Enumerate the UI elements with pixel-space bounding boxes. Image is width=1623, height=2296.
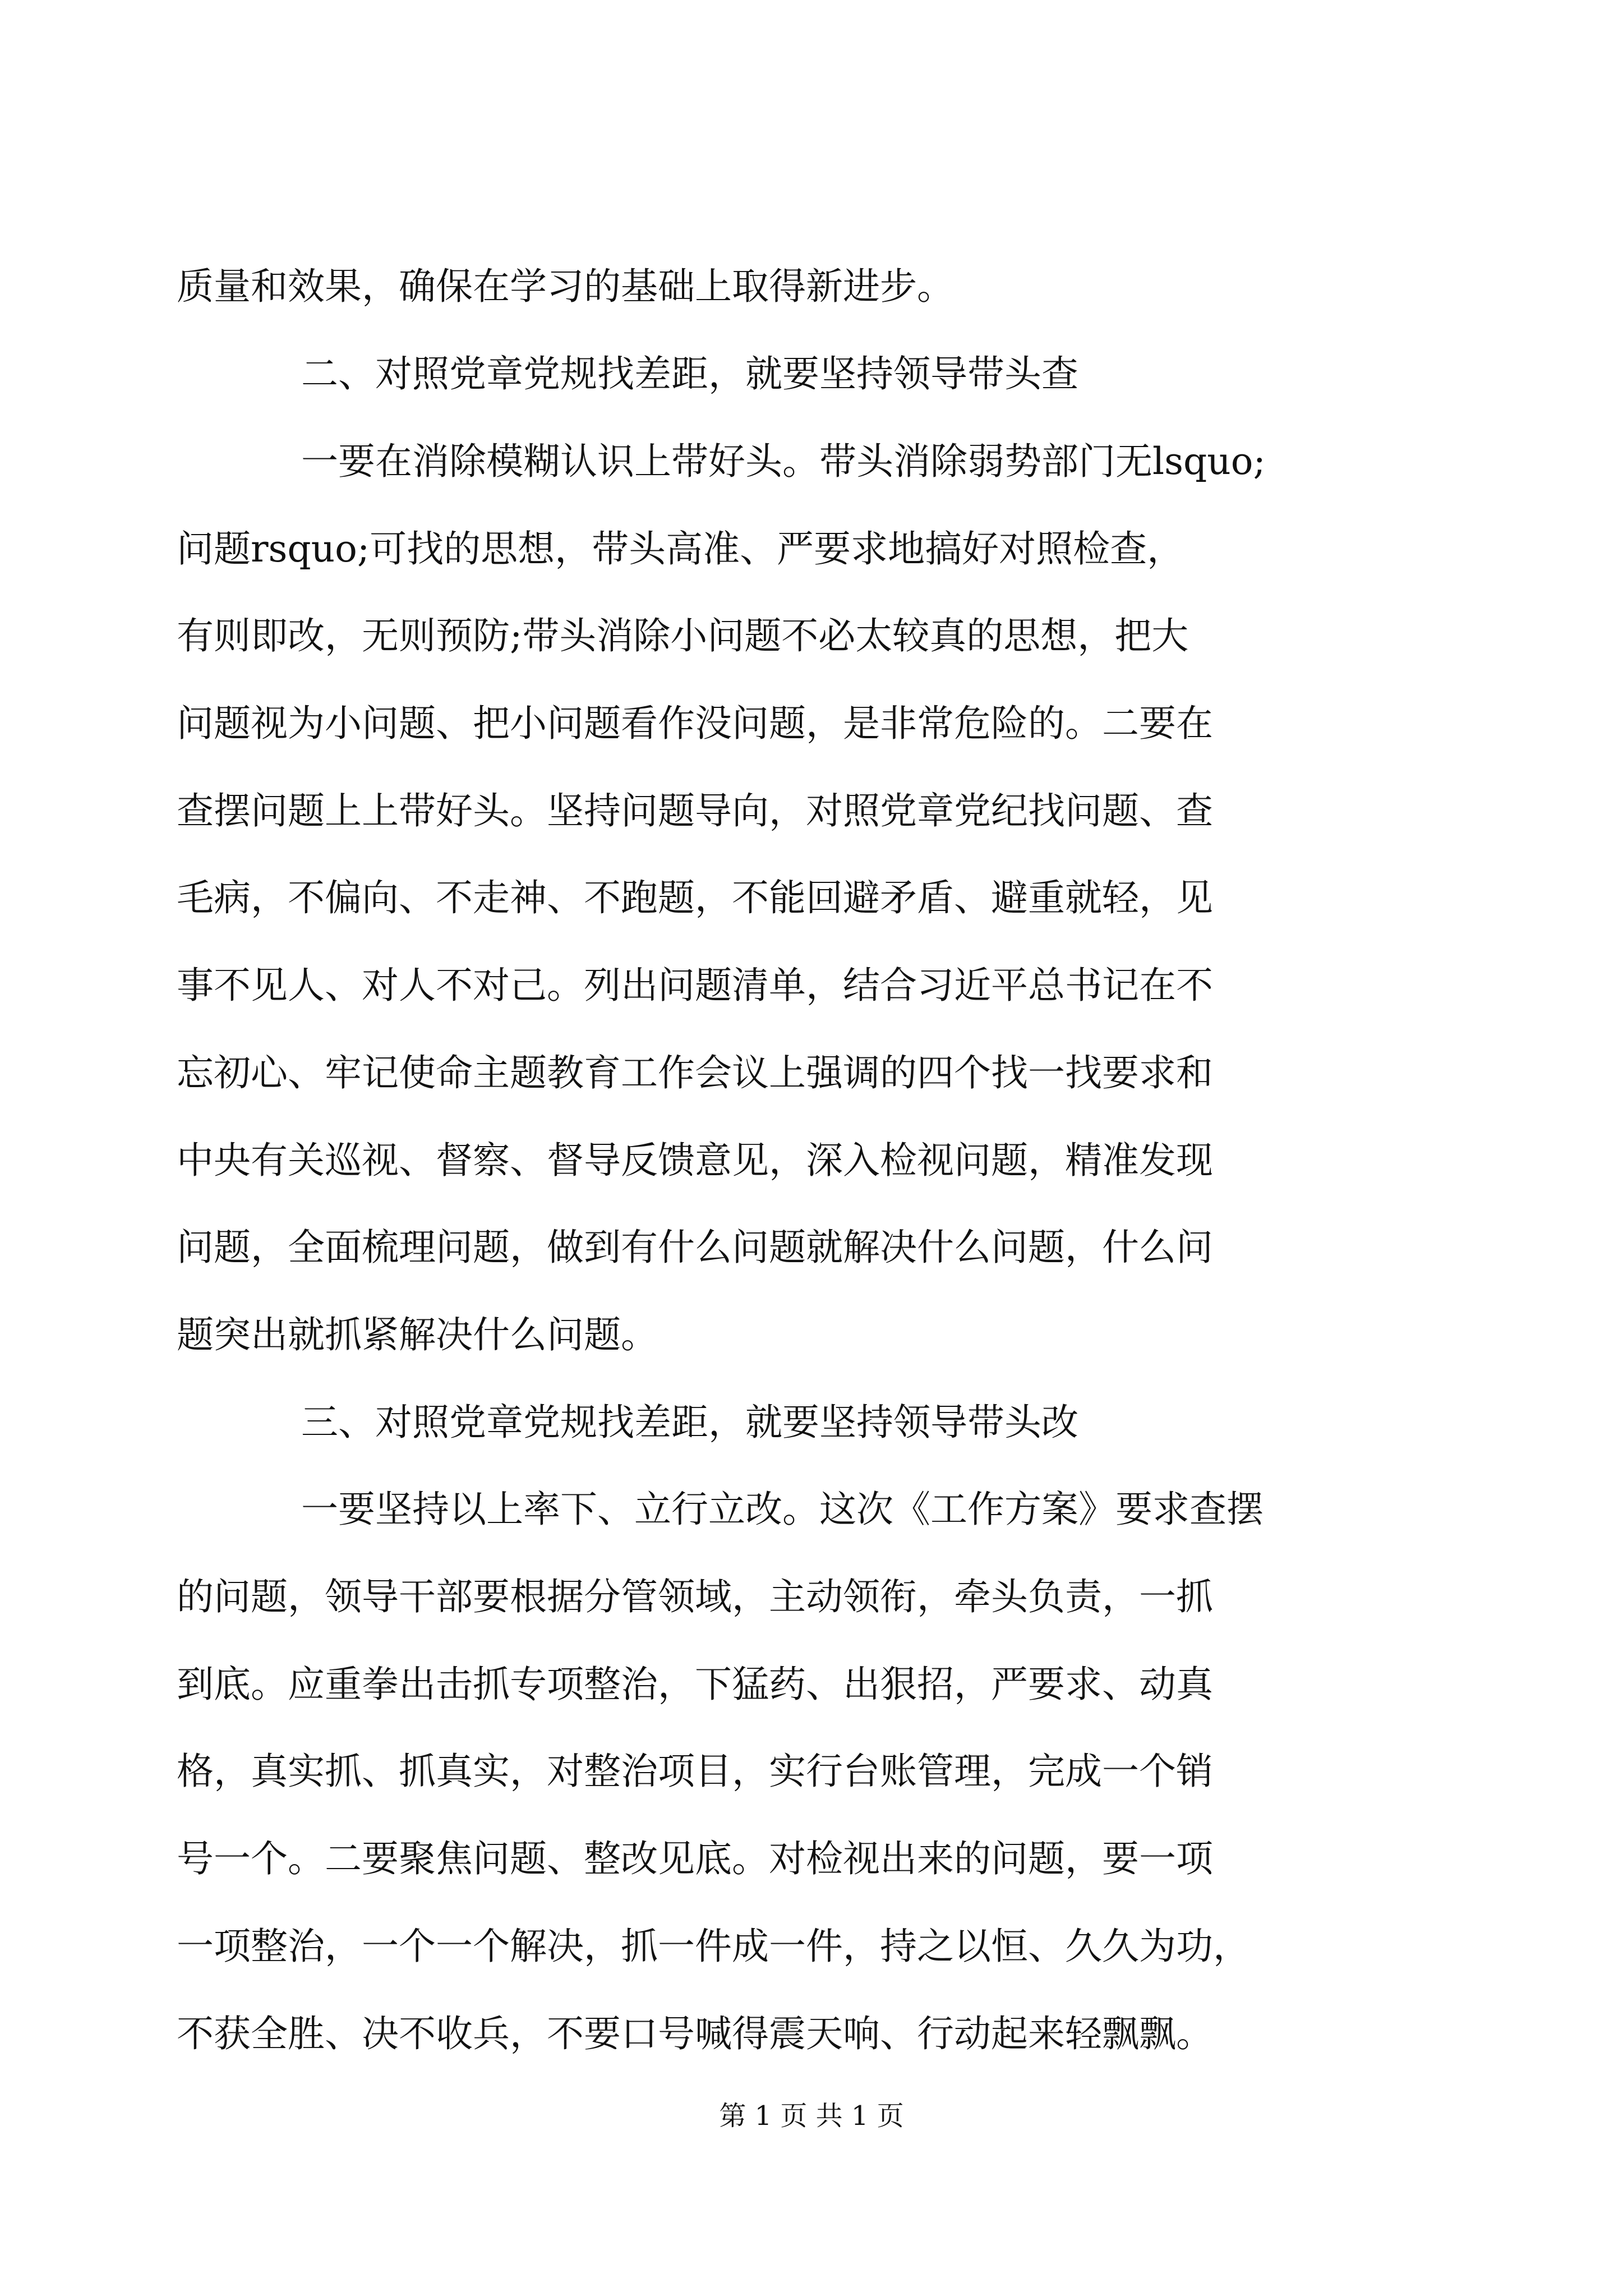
body-line: 不获全胜、决不收兵，不要口号喊得震天响、行动起来轻飘飘。 xyxy=(177,2012,1213,2055)
body-line: 问题，全面梳理问题，做到有什么问题就解决什么问题，什么问 xyxy=(177,1226,1213,1269)
body-line: 到底。应重拳出击抓专项整治，下猛药、出狠招，严要求、动真 xyxy=(177,1663,1213,1706)
body-line: 格，真实抓、抓真实，对整治项目，实行台账管理，完成一个销 xyxy=(177,1750,1213,1793)
body-line: 有则即改，无则预防;带头消除小问题不必太较真的思想，把大 xyxy=(177,614,1189,657)
body-line: 查摆问题上上带好头。坚持问题导向，对照党章党纪找问题、查 xyxy=(177,789,1213,832)
body-line: 问题rsquo;可找的思想，带头高准、严要求地搞好对照检查， xyxy=(177,527,1184,570)
body-line: 一要在消除模糊认识上带好头。带头消除弱势部门无lsquo; xyxy=(301,440,1266,483)
body-line: 题突出就抓紧解决什么问题。 xyxy=(177,1313,658,1356)
body-line: 事不见人、对人不对己。列出问题清单，结合习近平总书记在不 xyxy=(177,964,1213,1007)
section-heading: 三、对照党章党规找差距，就要坚持领导带头改 xyxy=(301,1401,1078,1444)
body-line: 一项整治，一个一个解决，抓一件成一件，持之以恒、久久为功， xyxy=(177,1925,1250,1968)
body-line: 毛病，不偏向、不走神、不跑题，不能回避矛盾、避重就轻，见 xyxy=(177,876,1213,919)
body-line: 问题视为小问题、把小问题看作没问题，是非常危险的。二要在 xyxy=(177,702,1213,745)
body-line: 忘初心、牢记使命主题教育工作会议上强调的四个找一找要求和 xyxy=(177,1051,1213,1094)
body-line: 的问题，领导干部要根据分管领域，主动领衔，牵头负责，一抓 xyxy=(177,1575,1213,1618)
body-line: 中央有关巡视、督察、督导反馈意见，深入检视问题，精准发现 xyxy=(177,1139,1213,1182)
section-heading: 二、对照党章党规找差距，就要坚持领导带头查 xyxy=(301,352,1078,395)
body-line: 一要坚持以上率下、立行立改。这次《工作方案》要求查摆 xyxy=(301,1488,1264,1531)
body-line: 号一个。二要聚焦问题、整改见底。对检视出来的问题，要一项 xyxy=(177,1837,1213,1880)
body-line: 质量和效果，确保在学习的基础上取得新进步。 xyxy=(177,265,954,308)
page-footer: 第 1 页 共 1 页 xyxy=(719,2100,904,2132)
